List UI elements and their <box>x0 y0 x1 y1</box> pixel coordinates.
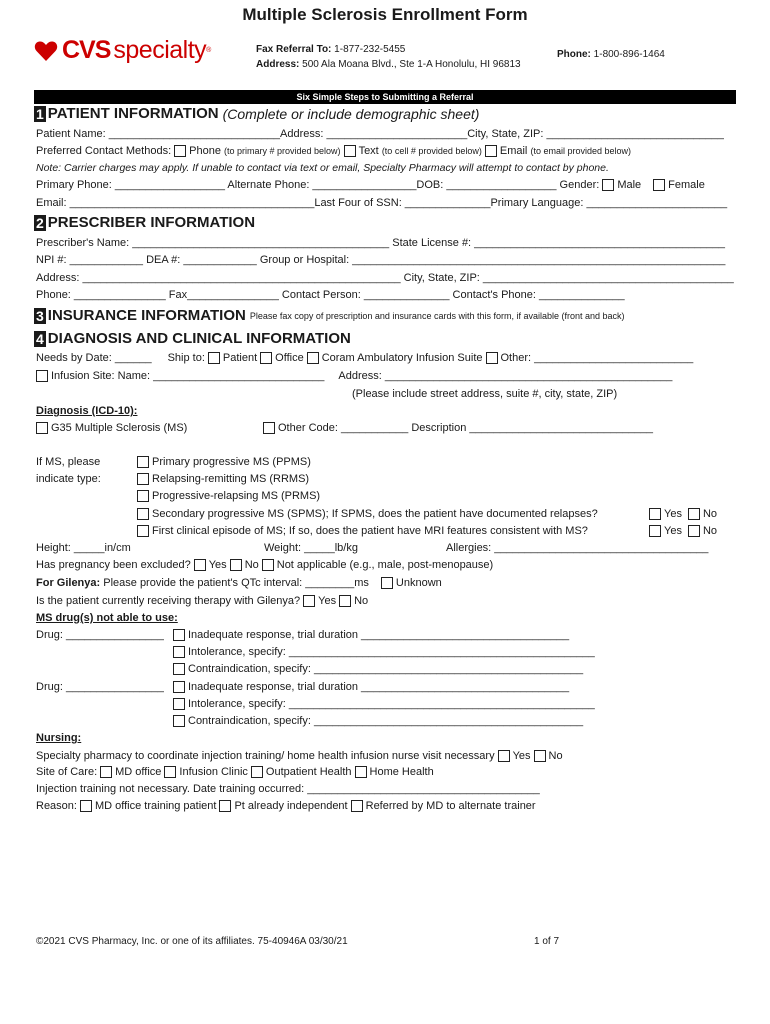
section-insurance-heading <box>34 307 625 324</box>
text-option: Text <box>358 145 379 157</box>
height-field[interactable]: Height: _____in/cm <box>36 542 131 554</box>
no-label: No <box>244 559 259 571</box>
phone-note: (to primary # provided below) <box>224 146 341 156</box>
ms-type-prms <box>134 490 320 502</box>
infusion-site-name-field[interactable]: Infusion Site: Name: ____________________________ <box>51 370 325 382</box>
infusion-row <box>33 370 672 382</box>
diagnosis-row <box>33 422 187 434</box>
ship-other-field[interactable]: Other: __________________________ <box>500 352 694 364</box>
qtc-field[interactable]: Please provide the patient's QTc interval: ________ms <box>103 577 369 589</box>
phone-number: 1-800-896-1464 <box>593 49 665 60</box>
phone-dob-fields[interactable]: Primary Phone: __________________ Alternate Phone: _________________DOB: __________________ Gender: <box>36 179 600 191</box>
fax-label: Fax Referral To: <box>256 44 332 55</box>
text-checkbox[interactable] <box>344 145 356 157</box>
contraindication-checkbox[interactable] <box>173 663 185 675</box>
referred-label: Referred by MD to alternate trainer <box>365 800 536 812</box>
phone-option: Phone <box>189 145 221 157</box>
registered-mark: ® <box>206 47 212 54</box>
prescriber-row-4[interactable]: Phone: _______________ Fax_______________ Contact Person: ______________ Contact's Phone: ______________ <box>36 289 625 301</box>
phone-label: Phone: <box>557 49 591 60</box>
yes-label: Yes <box>664 525 682 537</box>
outpatient-label: Outpatient Health <box>265 766 352 778</box>
no-label: No <box>702 525 718 537</box>
gilenya-label: For Gilenya: <box>36 577 101 589</box>
needs-by-field[interactable]: Needs by Date: ______ <box>36 352 152 364</box>
contraindication-checkbox[interactable] <box>173 715 185 727</box>
mri-yes-checkbox[interactable] <box>649 525 661 537</box>
nursing-row <box>36 750 563 762</box>
infusion-clinic-label: Infusion Clinic <box>179 766 248 778</box>
section-subtitle: (Complete or include demographic sheet) <box>222 105 480 122</box>
prescriber-row-1[interactable]: Prescriber's Name: __________________________________________ State License #: _________________________________________ <box>36 237 725 249</box>
ppms-label: Primary progressive MS (PPMS) <box>152 456 311 468</box>
preg-yes-checkbox[interactable] <box>194 559 206 571</box>
drug-1-inadequate <box>170 629 569 641</box>
pregnancy-row <box>36 559 493 571</box>
ms-type-label-1: If MS, please <box>36 456 101 468</box>
section-prescriber-heading <box>34 214 255 231</box>
section-number: 4 <box>36 330 44 347</box>
other-code-row <box>260 422 653 434</box>
prms-checkbox[interactable] <box>137 490 149 502</box>
first-episode-label: First clinical episode of MS; If so, does the patient have MRI features consistent with MS? <box>152 525 588 537</box>
email-note: (to email provided below) <box>530 146 631 156</box>
drug-1-intolerance <box>170 646 595 658</box>
section-patient-heading <box>34 105 479 122</box>
spms-no-checkbox[interactable] <box>688 508 700 520</box>
logo-brand: CVS <box>62 36 111 64</box>
contraindication-field[interactable]: Contraindication, specify: ____________________________________________ <box>188 663 584 675</box>
site-of-care-label: Site of Care: <box>36 766 98 778</box>
ship-coram-label: Coram Ambulatory Infusion Suite <box>321 352 483 364</box>
ms-type-first-episode <box>134 525 588 537</box>
ms-drugs-label: MS drug(s) not able to use: <box>36 612 178 624</box>
section-diagnosis-heading <box>34 330 351 347</box>
pt-independent-checkbox[interactable] <box>219 800 231 812</box>
nursing-question: Specialty pharmacy to coordinate injection training/ home health infusion nurse visit necessary <box>36 750 495 762</box>
no-label: No <box>548 750 563 762</box>
yes-label: Yes <box>318 595 337 607</box>
drug-2-contraindication <box>170 715 583 727</box>
g35-label: G35 Multiple Sclerosis (MS) <box>51 422 188 434</box>
text-note: (to cell # provided below) <box>381 146 482 156</box>
g35-checkbox[interactable] <box>36 422 48 434</box>
page-number: 1 of 7 <box>534 936 560 947</box>
rrms-checkbox[interactable] <box>137 473 149 485</box>
referred-checkbox[interactable] <box>351 800 363 812</box>
intolerance-checkbox[interactable] <box>173 646 185 658</box>
mri-no-checkbox[interactable] <box>688 525 700 537</box>
phone-block <box>557 49 665 60</box>
heart-icon <box>34 40 58 62</box>
preg-no-checkbox[interactable] <box>230 559 242 571</box>
spms-yes-no <box>646 508 717 520</box>
contraindication-field[interactable]: Contraindication, specify: ____________________________________________ <box>188 715 584 727</box>
nursing-yes-checkbox[interactable] <box>498 750 510 762</box>
preg-na-checkbox[interactable] <box>262 559 274 571</box>
ms-type-label-2: indicate type: <box>36 473 101 485</box>
intolerance-checkbox[interactable] <box>173 698 185 710</box>
md-office-label: MD office <box>115 766 162 778</box>
patient-row-1[interactable]: Patient Name: ____________________________Address: _______________________City, State, ZIP: _____________________________ <box>36 128 724 140</box>
fax-number: 1-877-232-5455 <box>334 44 406 55</box>
patient-row-4 <box>36 179 705 191</box>
gilenya-therapy-row <box>36 595 368 607</box>
pt-independent-label: Pt already independent <box>234 800 348 812</box>
md-office-checkbox[interactable] <box>100 766 112 778</box>
section-title: PATIENT INFORMATION <box>47 105 219 122</box>
section-number: 2 <box>36 214 44 231</box>
mri-yes-no <box>646 525 717 537</box>
outpatient-checkbox[interactable] <box>251 766 263 778</box>
reason-row <box>36 800 536 812</box>
section-number: 1 <box>36 105 44 122</box>
prescriber-row-2[interactable]: NPI #: ____________ DEA #: ____________ Group or Hospital: _____________________________________________________________ <box>36 254 726 266</box>
gilenya-therapy-label: Is the patient currently receiving therapy with Gilenya? <box>36 595 301 607</box>
gil-no-checkbox[interactable] <box>339 595 351 607</box>
ppms-checkbox[interactable] <box>137 456 149 468</box>
male-checkbox[interactable] <box>602 179 614 191</box>
yes-label: Yes <box>208 559 227 571</box>
female-checkbox[interactable] <box>653 179 665 191</box>
steps-bar: Six Simple Steps to Submitting a Referral <box>34 90 736 104</box>
md-training-label: MD office training patient <box>94 800 217 812</box>
intolerance-field[interactable]: Intolerance, specify: __________________________________________________ <box>188 698 595 710</box>
address-label: Address: <box>256 59 300 70</box>
section-number: 3 <box>36 307 44 324</box>
drug-2-intolerance <box>170 698 595 710</box>
ship-office-label: Office <box>275 352 304 364</box>
phone-checkbox[interactable] <box>174 145 186 157</box>
footer-copyright: ©2021 CVS Pharmacy, Inc. or one of its affiliates. 75-40946A 03/30/21 <box>36 936 348 947</box>
na-label: Not applicable (e.g., male, post-menopause) <box>276 559 494 571</box>
ship-to-label: Ship to: <box>167 352 205 364</box>
diagnosis-label: Diagnosis (ICD-10): <box>36 405 138 417</box>
intolerance-field[interactable]: Intolerance, specify: __________________________________________________ <box>188 646 595 658</box>
yes-label: Yes <box>512 750 531 762</box>
ship-office-checkbox[interactable] <box>260 352 272 364</box>
female-label: Female <box>668 179 705 191</box>
no-label: No <box>354 595 369 607</box>
ship-row <box>36 352 693 364</box>
prms-label: Progressive-relapsing MS (PRMS) <box>152 490 321 502</box>
rrms-label: Relapsing-remitting MS (RRMS) <box>152 473 310 485</box>
address-note: (Please include street address, suite #, city, state, ZIP) <box>352 388 618 400</box>
other-code-field[interactable]: Other Code: ___________ Description ______________________________ <box>278 422 653 434</box>
inadequate-field[interactable]: Inadequate response, trial duration __________________________________ <box>188 681 570 693</box>
gilenya-qtc-row <box>36 577 442 589</box>
male-label: Male <box>617 179 642 191</box>
site-of-care-row <box>36 766 434 778</box>
ms-type-rrms <box>134 473 309 485</box>
drug-2-field[interactable]: Drug: ________________ <box>36 681 164 693</box>
qtc-unknown-checkbox[interactable] <box>381 577 393 589</box>
home-health-checkbox[interactable] <box>355 766 367 778</box>
logo-suffix: specialty <box>113 36 207 64</box>
spms-label: Secondary progressive MS (SPMS); If SPMS, does the patient have documented relapses? <box>152 508 598 520</box>
md-training-checkbox[interactable] <box>80 800 92 812</box>
email-option: Email <box>499 145 528 157</box>
home-health-label: Home Health <box>369 766 434 778</box>
gil-yes-checkbox[interactable] <box>303 595 315 607</box>
first-episode-checkbox[interactable] <box>137 525 149 537</box>
yes-label: Yes <box>664 508 682 520</box>
carrier-note: Note: Carrier charges may apply. If unable to contact via text or email, Specialty Pharmacy will attempt to contact by phone. <box>36 162 609 174</box>
drug-2-inadequate <box>170 681 569 693</box>
inadequate-field[interactable]: Inadequate response, trial duration __________________________________ <box>188 629 570 641</box>
ship-patient-label: Patient <box>222 352 258 364</box>
infusion-clinic-checkbox[interactable] <box>164 766 176 778</box>
contact-block <box>256 42 521 72</box>
insurance-note: Please fax copy of prescription and insurance cards with this form, if available (front and back) <box>249 310 625 321</box>
weight-field[interactable]: Weight: _____lb/kg <box>264 542 358 554</box>
infusion-address-field[interactable]: Address: _______________________________________________ <box>338 370 673 382</box>
cvs-specialty-logo <box>34 36 211 65</box>
other-code-checkbox[interactable] <box>263 422 275 434</box>
email-checkbox[interactable] <box>485 145 497 157</box>
section-title: PRESCRIBER INFORMATION <box>47 214 256 231</box>
section-title: DIAGNOSIS AND CLINICAL INFORMATION <box>47 330 351 347</box>
drug-1-contraindication <box>170 663 583 675</box>
patient-row-5[interactable]: Email: ________________________________________Last Four of SSN: ______________Primary Language: _______________________ <box>36 197 728 209</box>
no-label: No <box>702 508 718 520</box>
contact-methods-row <box>36 145 631 157</box>
contact-methods-label: Preferred Contact Methods: <box>36 145 172 157</box>
reason-label: Reason: <box>36 800 77 812</box>
ms-type-ppms <box>134 456 311 468</box>
drug-1-field[interactable]: Drug: ________________ <box>36 629 164 641</box>
pregnancy-label: Has pregnancy been excluded? <box>36 559 191 571</box>
infusion-site-checkbox[interactable] <box>36 370 48 382</box>
unknown-label: Unknown <box>395 577 442 589</box>
ship-coram-checkbox[interactable] <box>307 352 319 364</box>
spms-checkbox[interactable] <box>137 508 149 520</box>
inadequate-checkbox[interactable] <box>173 681 185 693</box>
form-title: Multiple Sclerosis Enrollment Form <box>242 5 528 24</box>
injection-training-field[interactable]: Injection training not necessary. Date training occurred: ______________________________________ <box>36 783 540 795</box>
ms-type-spms <box>134 508 598 520</box>
inadequate-checkbox[interactable] <box>173 629 185 641</box>
prescriber-row-3[interactable]: Address: ____________________________________________________ City, State, ZIP: _________________________________________ <box>36 272 734 284</box>
ship-patient-checkbox[interactable] <box>208 352 220 364</box>
address-text: 500 Ala Moana Blvd., Ste 1-A Honolulu, HI 96813 <box>302 59 521 70</box>
allergies-field[interactable]: Allergies: ___________________________________ <box>446 542 709 554</box>
nursing-label: Nursing: <box>36 732 82 744</box>
nursing-no-checkbox[interactable] <box>534 750 546 762</box>
section-title: INSURANCE INFORMATION <box>47 307 246 324</box>
ship-other-checkbox[interactable] <box>486 352 498 364</box>
spms-yes-checkbox[interactable] <box>649 508 661 520</box>
